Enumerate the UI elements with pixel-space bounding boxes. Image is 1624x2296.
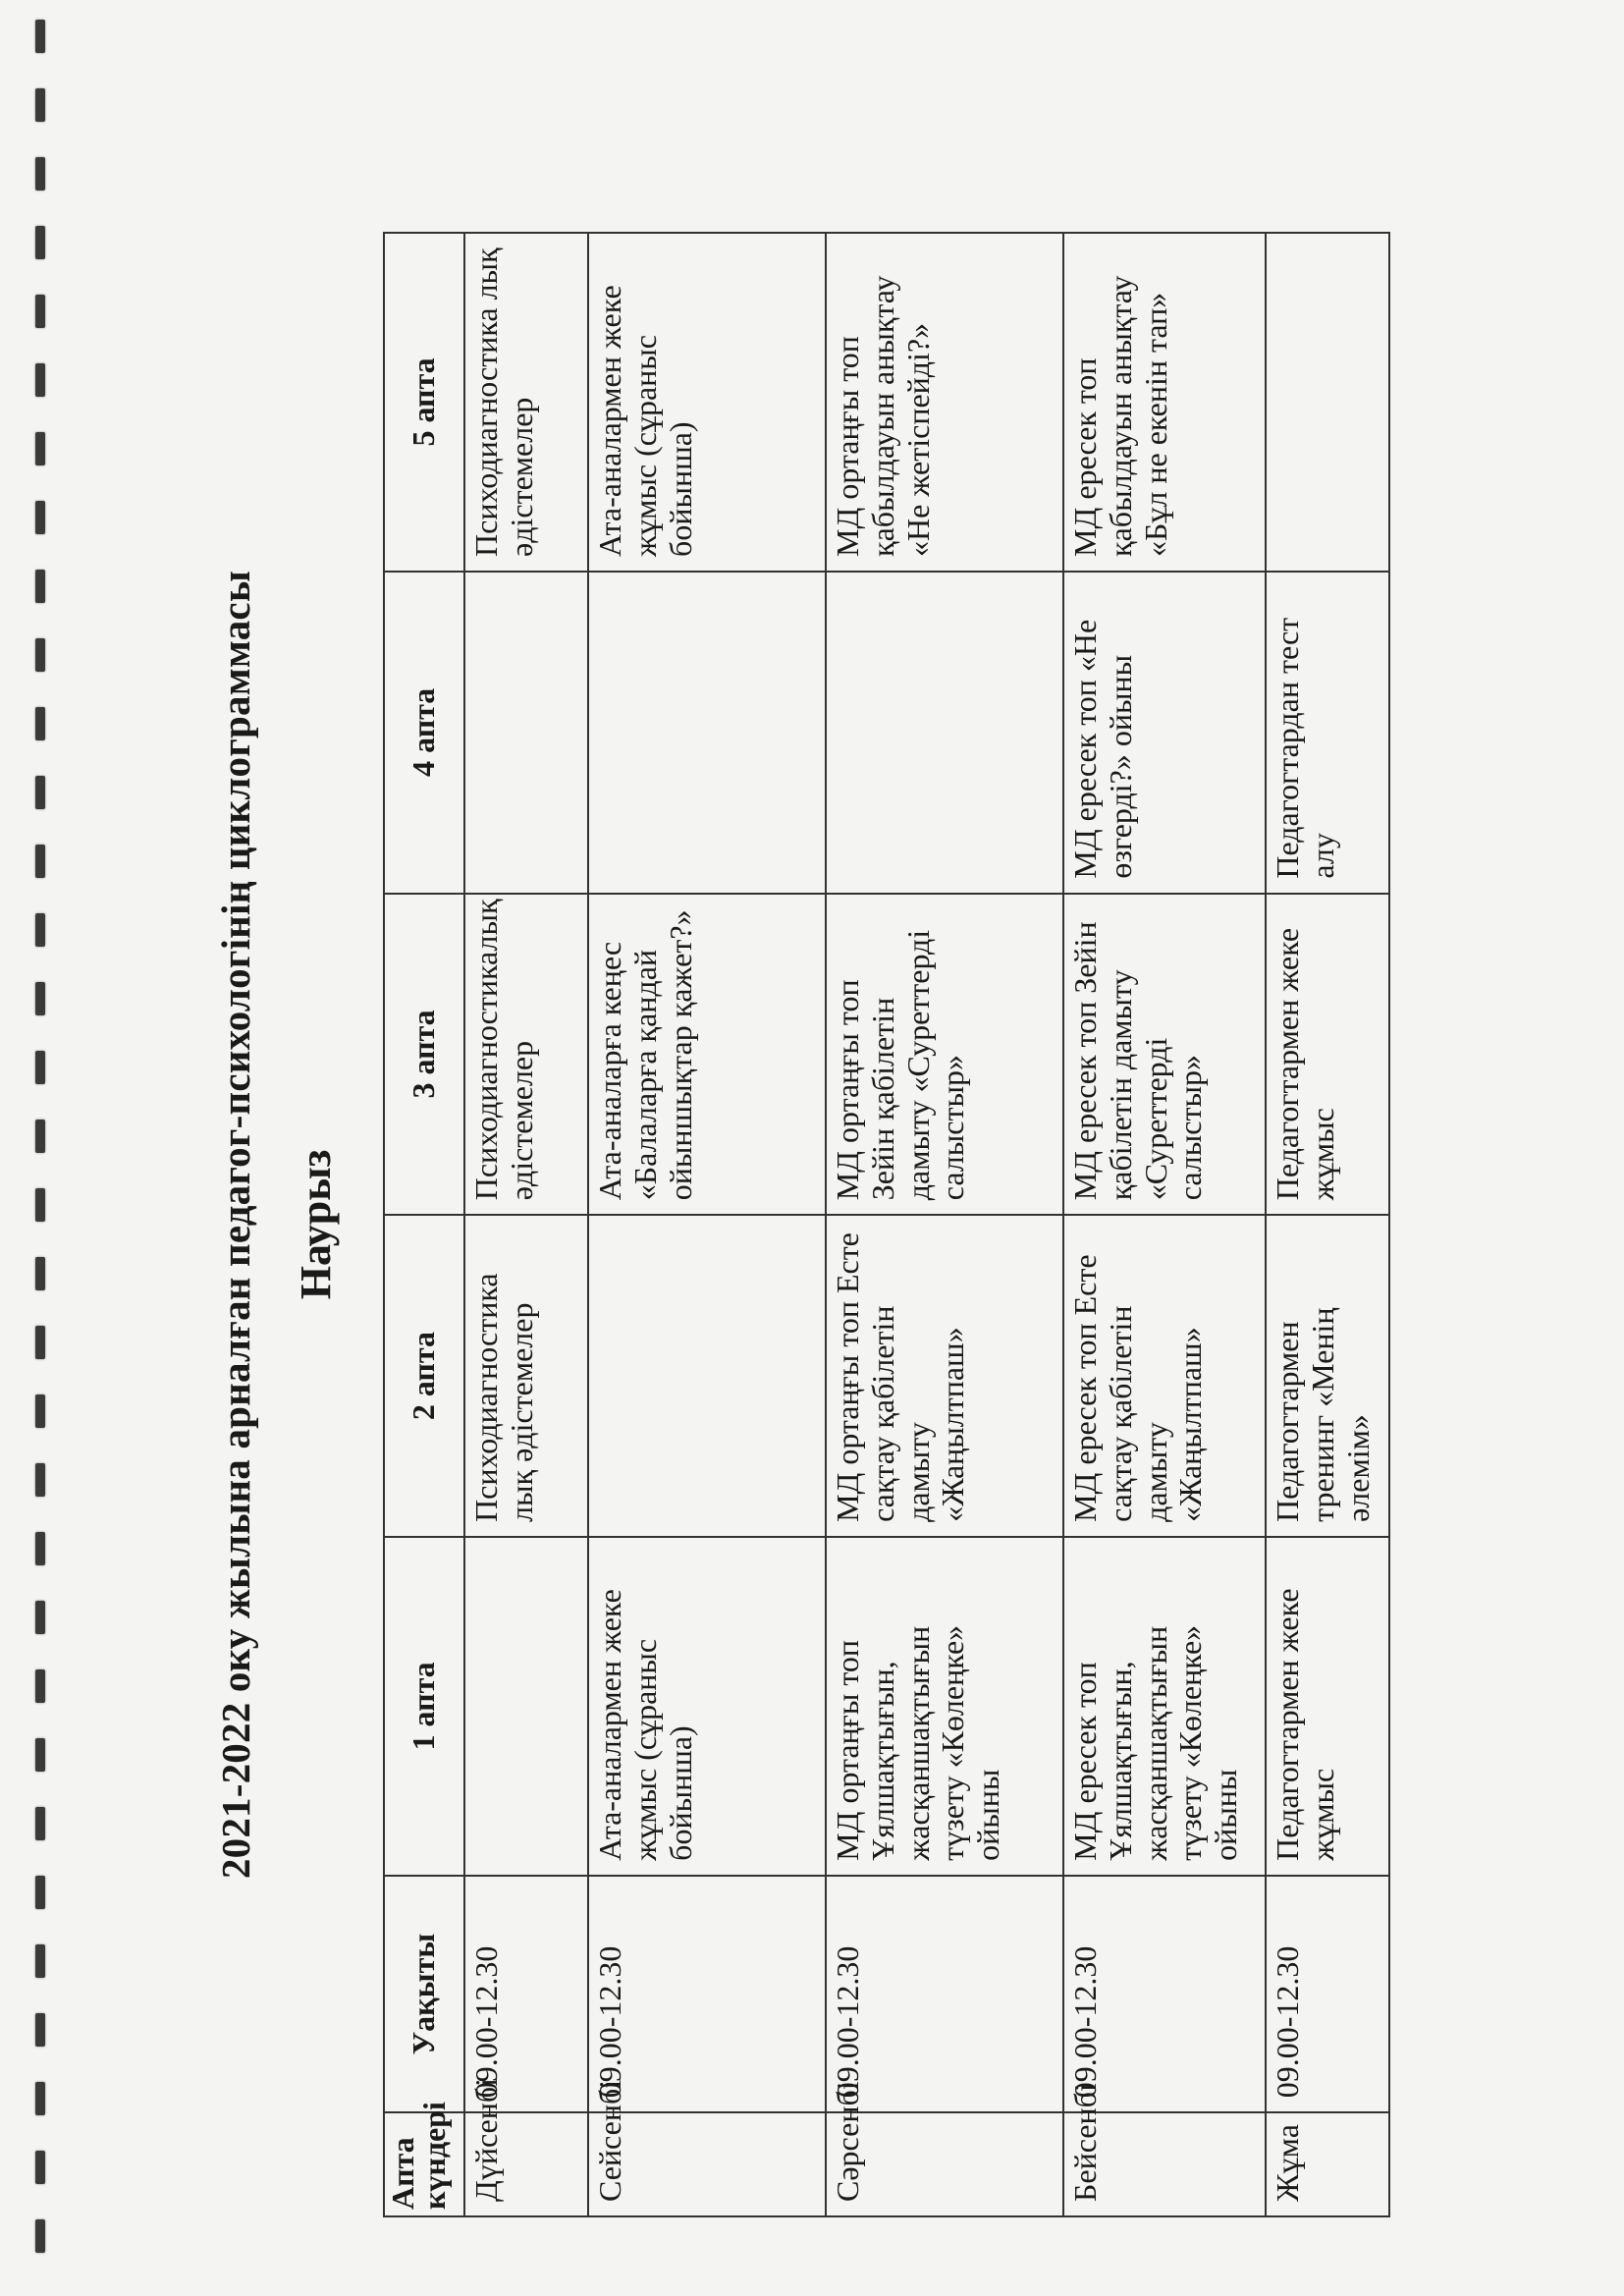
binding-hole bbox=[35, 1326, 45, 1359]
binding-hole bbox=[35, 2151, 45, 2184]
binding-hole bbox=[35, 226, 45, 259]
week-4-cell bbox=[464, 572, 588, 894]
binding-hole bbox=[35, 2219, 45, 2253]
binding-hole bbox=[35, 1669, 45, 1703]
binding-hole bbox=[35, 1532, 45, 1565]
binding-hole bbox=[35, 295, 45, 328]
day-cell: Дүйсенбі bbox=[464, 2112, 588, 2216]
binding-hole bbox=[35, 570, 45, 603]
binding-hole bbox=[35, 1601, 45, 1634]
rotated-content bbox=[187, 232, 1581, 2217]
document-title: 2021-2022 оку жылына арналған педагог-психологінің циклограммасы bbox=[213, 570, 258, 1880]
week-3-cell: Педагогтармен жеке жұмыс bbox=[1266, 894, 1389, 1216]
week-2-cell bbox=[588, 1215, 826, 1537]
table-row bbox=[588, 233, 826, 2216]
binding-hole bbox=[35, 845, 45, 878]
table-row bbox=[1266, 233, 1389, 2216]
week-2-cell: МД ортаңғы топ Есте сақтау қабілетін дамыту «Жаңылтпаш» bbox=[826, 1215, 1063, 1537]
week-2-cell: Педагогтармен тренинг «Менің әлемім» bbox=[1266, 1215, 1389, 1537]
table-row bbox=[1063, 233, 1266, 2216]
week-4-cell bbox=[588, 572, 826, 894]
week-5-cell bbox=[1266, 233, 1389, 572]
month-heading: Наурыз bbox=[292, 1149, 340, 1300]
header-day: Апта күндері bbox=[384, 2112, 464, 2216]
header-row bbox=[384, 233, 464, 2216]
time-cell: 09.00-12.30 bbox=[1266, 1876, 1389, 2112]
header-week-4: 4 апта bbox=[384, 572, 464, 894]
week-5-cell: МД ортаңғы топ қабылдауын анықтау «Не жетіспейді?» bbox=[826, 233, 1063, 572]
binding-hole bbox=[35, 638, 45, 672]
day-cell: Бейсенбі bbox=[1063, 2112, 1266, 2216]
cyclogram-table bbox=[383, 232, 1390, 2217]
header-time: Уақыты bbox=[384, 1876, 464, 2112]
week-3-cell: МД ортаңғы топ Зейін қабілетін дамыту «Суреттерді салыстыр» bbox=[826, 894, 1063, 1216]
binding-hole bbox=[35, 1394, 45, 1428]
binding-hole bbox=[35, 1051, 45, 1084]
binding-hole bbox=[35, 2082, 45, 2115]
binding-hole bbox=[35, 1807, 45, 1840]
binding-hole bbox=[35, 1738, 45, 1772]
binding-hole bbox=[35, 707, 45, 740]
binding-hole bbox=[35, 363, 45, 397]
time-cell: 09.00-12.30 bbox=[1063, 1876, 1266, 2112]
header-week-2: 2 апта bbox=[384, 1215, 464, 1537]
binding-hole bbox=[35, 982, 45, 1015]
binding-hole bbox=[35, 776, 45, 809]
table-row bbox=[464, 233, 588, 2216]
week-5-cell: Ата-аналармен жеке жұмыс (сұраныс бойынша) bbox=[588, 233, 826, 572]
table-row bbox=[826, 233, 1063, 2216]
binding-hole bbox=[35, 1257, 45, 1290]
binding-hole bbox=[35, 88, 45, 122]
week-1-cell bbox=[464, 1537, 588, 1876]
day-cell: Жұма bbox=[1266, 2112, 1389, 2216]
binding-hole bbox=[35, 501, 45, 534]
week-4-cell: Педагогтардан тест алу bbox=[1266, 572, 1389, 894]
week-5-cell: МД ересек топ қабылдауын анықтау «Бұл не екенін тап» bbox=[1063, 233, 1266, 572]
day-cell: Сәрсенбі bbox=[826, 2112, 1063, 2216]
week-1-cell: МД ересек топ Ұялшақтығын, жасқаншақтығын түзету «Көлеңке» ойыны bbox=[1063, 1537, 1266, 1876]
week-4-cell: МД ересек топ «Не өзгерді?» ойыны bbox=[1063, 572, 1266, 894]
time-cell: 09.00-12.30 bbox=[464, 1876, 588, 2112]
week-1-cell: Ата-аналармен жеке жұмыс (сұраныс бойынша) bbox=[588, 1537, 826, 1876]
week-1-cell: МД ортаңғы топ Ұялшақтығын, жасқаншақтығын түзету «Көлеңке» ойыны bbox=[826, 1537, 1063, 1876]
week-1-cell: Педагогтармен жеке жұмыс bbox=[1266, 1537, 1389, 1876]
binding-hole bbox=[35, 1944, 45, 1978]
binding-holes bbox=[27, 0, 57, 2296]
time-cell: 09.00-12.30 bbox=[588, 1876, 826, 2112]
header-week-1: 1 апта bbox=[384, 1537, 464, 1876]
week-4-cell bbox=[826, 572, 1063, 894]
binding-hole bbox=[35, 1463, 45, 1497]
week-3-cell: МД ересек топ Зейін қабілетін дамыту «Суреттерді салыстыр» bbox=[1063, 894, 1266, 1216]
binding-hole bbox=[35, 157, 45, 191]
time-cell: 09.00-12.30 bbox=[826, 1876, 1063, 2112]
binding-hole bbox=[35, 1120, 45, 1153]
binding-hole bbox=[35, 1876, 45, 1909]
header-week-5: 5 апта bbox=[384, 233, 464, 572]
binding-hole bbox=[35, 432, 45, 465]
week-3-cell: Психодиагностикалық әдістемелер bbox=[464, 894, 588, 1216]
header-week-3: 3 апта bbox=[384, 894, 464, 1216]
binding-hole bbox=[35, 1188, 45, 1222]
binding-hole bbox=[35, 2013, 45, 2047]
week-3-cell: Ата-аналарға кеңес «Балаларға қандай ойыншықтар қажет?» bbox=[588, 894, 826, 1216]
binding-hole bbox=[35, 913, 45, 947]
week-5-cell: Психодиагностика лық әдістемелер bbox=[464, 233, 588, 572]
week-2-cell: Психодиагностика лық әдістемелер bbox=[464, 1215, 588, 1537]
week-2-cell: МД ересек топ Есте сақтау қабілетін дамыту «Жаңылтпаш» bbox=[1063, 1215, 1266, 1537]
day-cell: Сейсенбі bbox=[588, 2112, 826, 2216]
binding-hole bbox=[35, 20, 45, 53]
